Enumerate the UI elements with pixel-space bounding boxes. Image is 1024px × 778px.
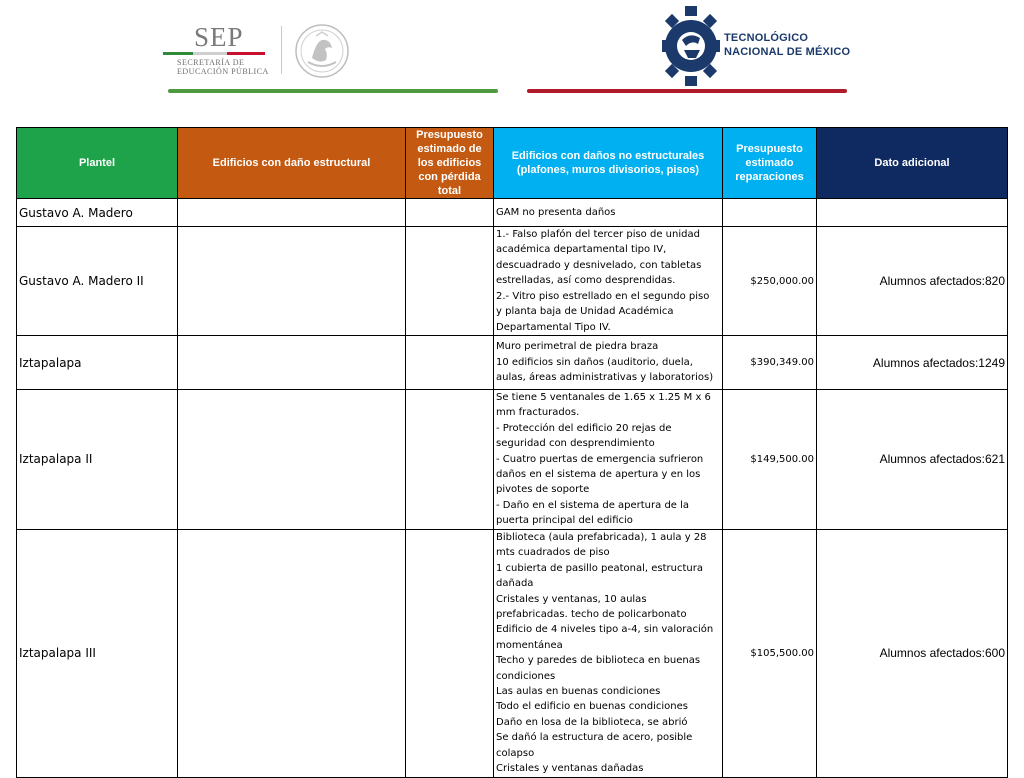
desc-line: - Cuatro puertas de emergencia sufrieron: [496, 453, 704, 465]
cell-repair-budget: $250,000.00: [723, 227, 817, 336]
cell-additional-data: Alumnos afectados:600: [817, 529, 1008, 777]
desc-line: aulas, áreas administrativas y laboratorios): [496, 372, 714, 384]
sep-flag-green: [163, 52, 193, 55]
desc-line: Cristales y ventanas dañadas: [496, 763, 644, 774]
cell-additional-data: Alumnos afectados:621: [817, 390, 1008, 530]
cell-additional-data: Alumnos afectados:1249: [817, 336, 1008, 390]
desc-line: puerta principal del edificio: [496, 515, 633, 527]
desc-line: Todo el edificio en buenas condiciones: [496, 701, 688, 713]
desc-line: 10 edificios sin daños (auditorio, duela,: [496, 356, 693, 368]
desc-line: mm fracturados.: [496, 407, 580, 419]
damage-table: [16, 127, 1008, 778]
cell-repair-budget: $149,500.00: [723, 390, 817, 530]
col-header-plantel: Plantel: [17, 128, 178, 199]
desc-line: condiciones: [496, 670, 556, 682]
table-header-row: [17, 128, 1008, 199]
cell-structural: [178, 529, 406, 777]
table-row: [17, 529, 1008, 777]
table-row: [17, 390, 1008, 530]
desc-line: Se tiene 5 ventanales de 1.65 x 1.25 M x 6: [496, 392, 711, 403]
logo-divider: [281, 26, 282, 74]
col-header-additional-data: Dato adicional: [817, 128, 1008, 199]
cell-structural: [178, 390, 406, 530]
desc-line: colapso: [496, 747, 535, 759]
desc-line: daños en el sistema de apertura y en los: [496, 469, 701, 481]
desc-line: estrelladas, así como desprendidas.: [496, 275, 676, 287]
header-rule-green: [168, 89, 498, 93]
cell-repair-budget: $105,500.00: [723, 529, 817, 777]
desc-line: Departamental Tipo IV.: [496, 321, 611, 333]
desc-line: y planta baja de Unidad Académica: [496, 306, 674, 318]
cell-structural: [178, 199, 406, 227]
cell-total-loss-budget: [406, 199, 494, 227]
col-header-structural-damage: Edificios con daño estructural: [178, 128, 406, 199]
desc-line: Techo y paredes de biblioteca en buenas: [496, 655, 701, 667]
cell-non-structural: [494, 336, 723, 390]
cell-non-structural: [494, 227, 723, 336]
cell-structural: [178, 336, 406, 390]
sep-flag-white: [193, 52, 227, 55]
cell-total-loss-budget: [406, 227, 494, 336]
table-row: [17, 199, 1008, 227]
desc-line: Se dañó la estructura de acero, posible: [496, 732, 693, 744]
cell-additional-data: Alumnos afectados:820: [817, 227, 1008, 336]
desc-line: momentánea: [496, 639, 563, 651]
cell-repair-budget: $390,349.00: [723, 336, 817, 390]
cell-plantel: Iztapalapa II: [17, 390, 178, 530]
cell-non-structural: [494, 199, 723, 227]
tecnm-title-2: NACIONAL DE MÉXICO: [724, 46, 851, 58]
desc-line: Biblioteca (aula prefabricada), 1 aula y 28: [496, 531, 707, 543]
tecnm-gear-icon: [660, 4, 722, 88]
cell-non-structural: [494, 390, 723, 530]
table-row: [17, 336, 1008, 390]
cell-plantel: Iztapalapa: [17, 336, 178, 390]
cell-total-loss-budget: [406, 390, 494, 530]
header-rule-red: [527, 89, 847, 93]
coat-of-arms-icon: [292, 22, 352, 80]
desc-line: mts cuadrados de piso: [496, 547, 610, 559]
desc-line: dañada: [496, 578, 534, 590]
tecnm-title-1: TECNOLÓGICO: [724, 32, 809, 44]
sep-subtitle-2: EDUCACIÓN PÚBLICA: [177, 67, 269, 76]
cell-additional-data: [817, 199, 1008, 227]
sep-subtitle-1: SECRETARÍA DE: [177, 58, 245, 67]
desc-line: Muro perimetral de piedra braza: [496, 341, 659, 353]
desc-line: descuadrado y desnivelado, con tabletas: [496, 259, 702, 271]
desc-line: - Protección del edificio 20 rejas de: [496, 422, 672, 434]
cell-non-structural: [494, 529, 723, 777]
sep-flag-red: [227, 52, 265, 55]
cell-plantel: Gustavo A. Madero: [17, 199, 178, 227]
desc-line: Daño en losa de la biblioteca, se abrió: [496, 716, 688, 728]
cell-total-loss-budget: [406, 529, 494, 777]
desc-line: Cristales y ventanas, 10 aulas: [496, 593, 647, 605]
desc-line: 1.- Falso plafón del tercer piso de unidad: [496, 229, 700, 241]
desc-line: GAM no presenta daños: [496, 206, 616, 218]
sep-logo-title: SEP: [194, 22, 244, 52]
cell-plantel: Iztapalapa III: [17, 529, 178, 777]
desc-line: Las aulas en buenas condiciones: [496, 685, 661, 697]
table-row: [17, 227, 1008, 336]
desc-line: - Daño en el sistema de apertura de la: [496, 499, 690, 511]
col-header-non-structural-damage: Edificios con daños no estructurales (plafones, muros divisorios, pisos): [494, 128, 723, 199]
desc-line: académica departamental tipo IV,: [496, 244, 667, 256]
desc-line: seguridad con desprendimiento: [496, 438, 655, 450]
cell-plantel: Gustavo A. Madero II: [17, 227, 178, 336]
cell-structural: [178, 227, 406, 336]
desc-line: pivotes de soporte: [496, 484, 590, 496]
desc-line: 2.- Vitro piso estrellado en el segundo piso: [496, 290, 710, 302]
col-header-repair-budget: Presupuesto estimado reparaciones: [723, 128, 817, 199]
desc-line: prefabricadas. techo de policarbonato: [496, 608, 687, 620]
cell-repair-budget: [723, 199, 817, 227]
desc-line: Edificio de 4 niveles tipo a-4, sin valoración: [496, 624, 714, 636]
cell-total-loss-budget: [406, 336, 494, 390]
col-header-total-loss-budget: Presupuesto estimado de los edificios con pérdida total: [406, 128, 494, 199]
desc-line: 1 cubierta de pasillo peatonal, estructura: [496, 562, 703, 574]
